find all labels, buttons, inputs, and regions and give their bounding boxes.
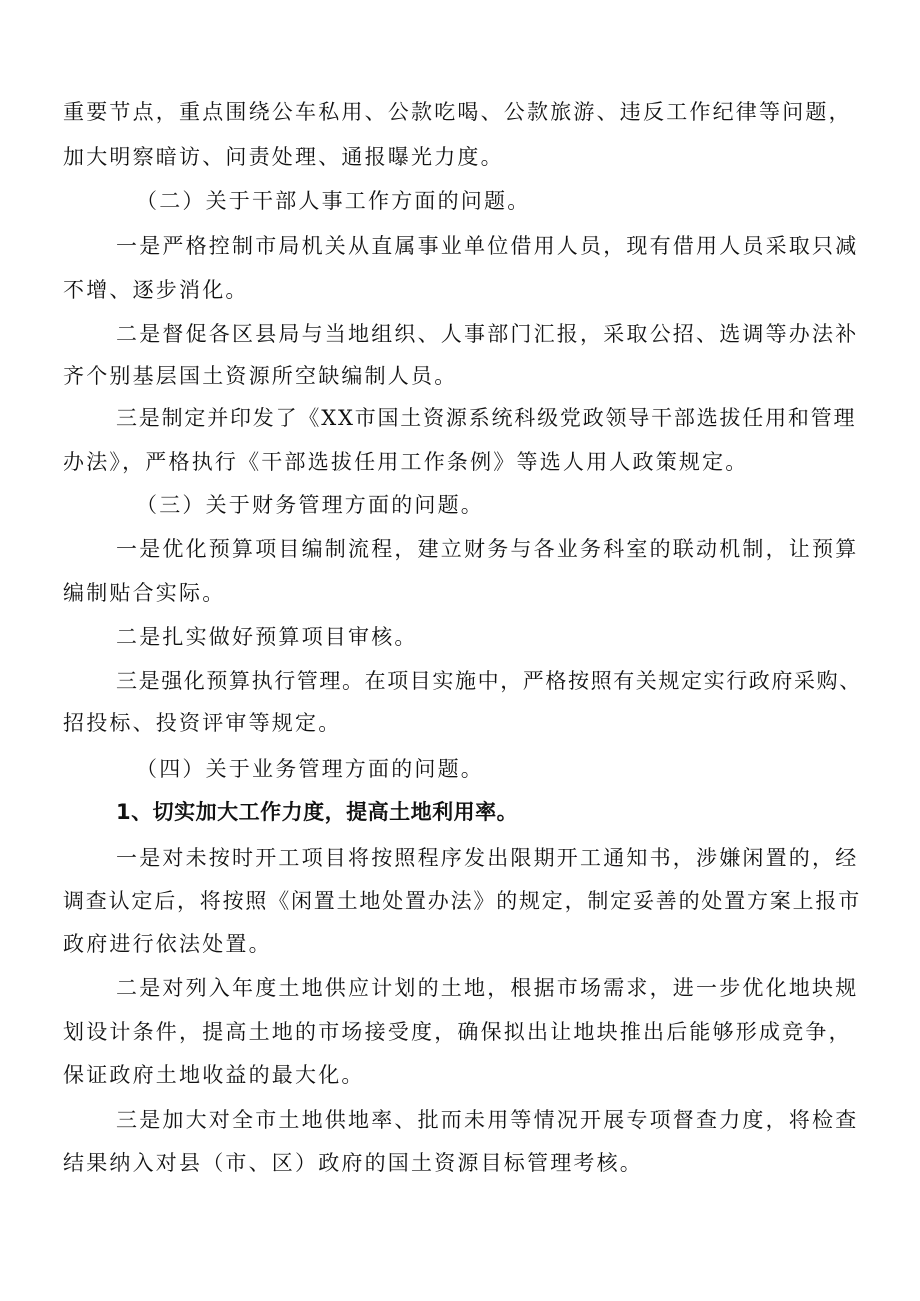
paragraph-line: 划设计条件，提高土地的市场接受度，确保拟出让地块推出后能够形成竞争，	[63, 1020, 852, 1044]
paragraph-line: 招投标、投资评审等规定。	[63, 711, 342, 735]
paragraph-line: 二是督促各区县局与当地组织、人事部门汇报，采取公招、选调等办法补	[116, 322, 859, 346]
paragraph-line: 齐个别基层国土资源所空缺编制人员。	[63, 364, 458, 388]
paragraph-line: 保证政府土地收益的最大化。	[63, 1063, 365, 1087]
paragraph-line: 二是对列入年度土地供应计划的土地，根据市场需求，进一步优化地块规	[116, 976, 859, 1000]
paragraph-line: 二是扎实做好预算项目审核。	[116, 625, 418, 649]
paragraph-line: 不增、逐步消化。	[63, 278, 249, 302]
paragraph-line: 一是对未按时开工项目将按照程序发出限期开工通知书，涉嫌闲置的，经	[116, 846, 859, 870]
section-heading: （三）关于财务管理方面的问题。	[136, 493, 484, 517]
paragraph-line: 加大明察暗访、问责处理、通报曝光力度。	[63, 145, 504, 169]
paragraph-line: 三是强化预算执行管理。在项目实施中，严格按照有关规定实行政府采购、	[116, 669, 862, 693]
paragraph-line: 重要节点，重点围绕公车私用、公款吃喝、公款旅游、违反工作纪律等问题，	[63, 100, 852, 124]
paragraph-line: 政府进行依法处置。	[63, 932, 272, 956]
paragraph-line: 结果纳入对县（市、区）政府的国土资源目标管理考核。	[63, 1151, 643, 1175]
section-heading: （四）关于业务管理方面的问题。	[136, 757, 484, 781]
subsection-heading: 1、切实加大工作力度，提高土地利用率。	[116, 800, 519, 824]
paragraph-line: 办法》，严格执行《干部选拔任用工作条例》等选人用人政策规定。	[63, 450, 749, 474]
paragraph-line: 三是制定并印发了《XX市国土资源系统科级党政领导干部选拔任用和管理	[116, 406, 857, 430]
paragraph-line: 调查认定后，将按照《闲置土地处置办法》的规定，制定妥善的处置方案上报市	[63, 889, 861, 913]
paragraph-line: 三是加大对全市土地供地率、批而未用等情况开展专项督查力度，将检查	[116, 1108, 859, 1132]
section-heading: （二）关于干部人事工作方面的问题。	[136, 189, 531, 213]
paragraph-line: 编制贴合实际。	[63, 581, 226, 605]
paragraph-line: 一是优化预算项目编制流程，建立财务与各业务科室的联动机制，让预算	[116, 537, 859, 561]
paragraph-line: 一是严格控制市局机关从直属事业单位借用人员，现有借用人员采取只减	[116, 234, 859, 258]
